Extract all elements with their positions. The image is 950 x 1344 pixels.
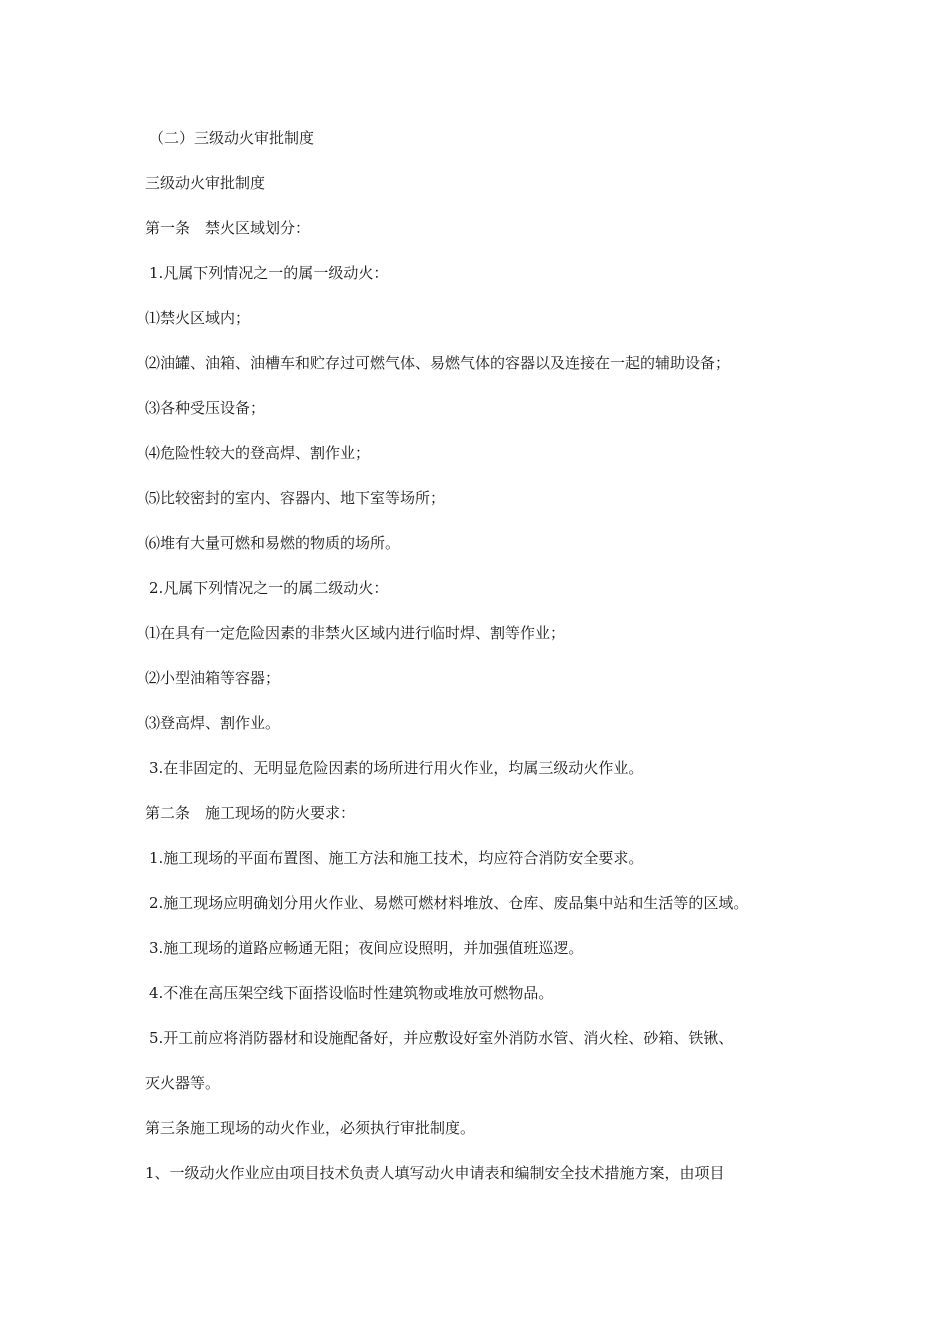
sub-item: ⑹堆有大量可燃和易燃的物质的场所。 bbox=[145, 534, 401, 552]
clause-item: 3.在非固定的、无明显危险因素的场所进行用火作业，均属三级动火作业。 bbox=[149, 759, 644, 777]
clause-item: 2.凡属下列情况之一的属二级动火： bbox=[149, 579, 389, 597]
sub-item: ⑸比较密封的室内、容器内、地下室等场所； bbox=[145, 489, 446, 507]
clause-continuation: 灭火器等。 bbox=[145, 1074, 221, 1092]
clause-item: 1.施工现场的平面布置图、施工方法和施工技术，均应符合消防安全要求。 bbox=[149, 849, 644, 867]
document-body bbox=[145, 126, 825, 1206]
sub-item: ⑵油罐、油箱、油槽车和贮存过可燃气体、易燃气体的容器以及连接在一起的辅助设备； bbox=[145, 354, 731, 372]
sub-item: ⑷危险性较大的登高焊、割作业； bbox=[145, 444, 371, 462]
clause-item: 1、一级动火作业应由项目技术负责人填写动火申请表和编制安全技术措施方案，由项目 bbox=[145, 1164, 725, 1182]
article-heading: 第一条 禁火区域划分： bbox=[145, 219, 311, 237]
clause-item: 1.凡属下列情况之一的属一级动火： bbox=[149, 264, 389, 282]
sub-item: ⑶登高焊、割作业。 bbox=[145, 714, 281, 732]
clause-item: 3.施工现场的道路应畅通无阻；夜间应设照明，并加强值班巡逻。 bbox=[149, 939, 584, 957]
clause-item: 4.不准在高压架空线下面搭设临时性建筑物或堆放可燃物品。 bbox=[149, 984, 554, 1002]
sub-item: ⑴在具有一定危险因素的非禁火区域内进行临时焊、割等作业； bbox=[145, 624, 566, 642]
clause-item: 5.开工前应将消防器材和设施配备好，并应敷设好室外消防水管、消火栓、砂箱、铁锹、 bbox=[149, 1029, 734, 1047]
section-heading: （二）三级动火审批制度 bbox=[149, 129, 315, 147]
document-title: 三级动火审批制度 bbox=[145, 174, 266, 192]
article-heading: 第三条施工现场的动火作业，必须执行审批制度。 bbox=[145, 1119, 476, 1137]
sub-item: ⑶各种受压设备； bbox=[145, 399, 266, 417]
sub-item: ⑵小型油箱等容器； bbox=[145, 669, 281, 687]
article-heading: 第二条 施工现场的防火要求： bbox=[145, 804, 356, 822]
clause-item: 2.施工现场应明确划分用火作业、易燃可燃材料堆放、仓库、废品集中站和生活等的区域。 bbox=[149, 894, 749, 912]
sub-item: ⑴禁火区域内； bbox=[145, 309, 251, 327]
